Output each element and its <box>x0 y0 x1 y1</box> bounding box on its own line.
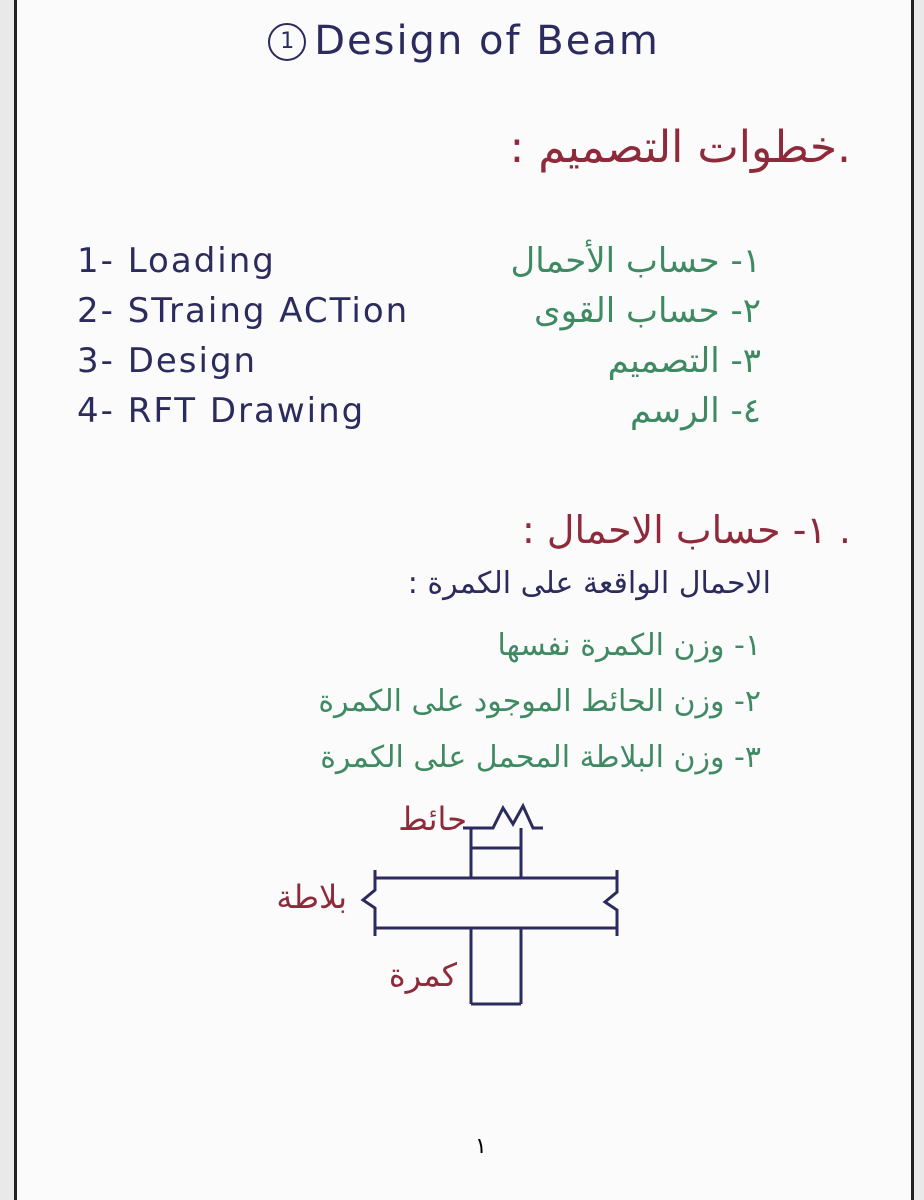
load-item-3: ٣- وزن البلاطة المحمل على الكمرة <box>320 740 761 775</box>
step-ar-3: ٣- التصميم <box>607 341 761 381</box>
step-ar-4: ٤- الرسم <box>629 391 761 431</box>
page-number: ١ <box>475 1134 487 1159</box>
load-item-2: ٢- وزن الحائط الموجود على الكمرة <box>318 684 761 719</box>
step-en-1: 1- Loading <box>77 241 276 281</box>
step-ar-2: ٢- حساب القوى <box>533 291 761 331</box>
slab-left-break <box>363 870 375 936</box>
wall-break-line <box>463 806 543 828</box>
wall-label: حائط <box>398 800 467 838</box>
step-en-2: 2- STraing ACTion <box>77 291 410 331</box>
step-en-3: 3- Design <box>77 341 258 381</box>
slab-label: بلاطة <box>276 878 347 916</box>
loads-subtitle: الاحمال الواقعة على الكمرة : <box>407 566 771 601</box>
loading-section-title: . ١- حساب الاحمال : <box>522 508 851 552</box>
notebook-page <box>14 0 914 1200</box>
title-number-circle: 1 <box>268 23 306 61</box>
step-ar-1: ١- حساب الأحمال <box>510 241 761 281</box>
title-text: Design of Beam <box>314 18 660 64</box>
load-item-1: ١- وزن الكمرة نفسها <box>497 628 761 663</box>
slab-right-break <box>605 870 617 936</box>
beam-label: كمرة <box>388 956 457 994</box>
beam-section-sketch <box>17 0 917 1200</box>
step-en-4: 4- RFT Drawing <box>77 391 366 431</box>
design-steps-heading: .خطوات التصميم : <box>509 122 851 173</box>
